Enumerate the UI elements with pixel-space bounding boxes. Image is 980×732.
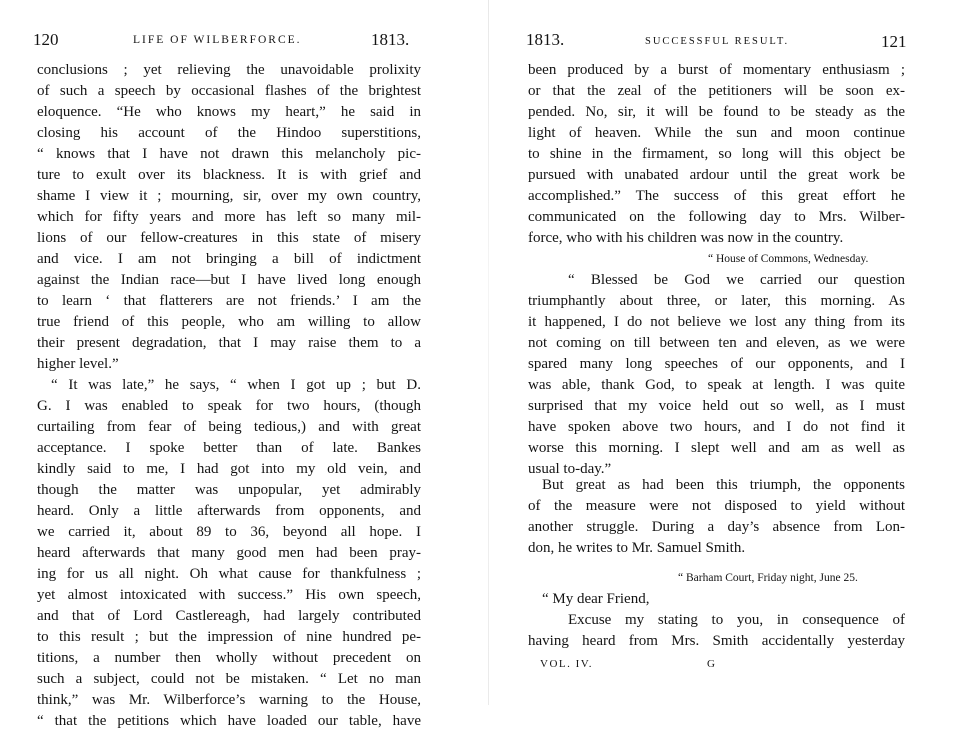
text-line: was able, thank God, to speak at length. I was quite	[528, 377, 905, 393]
left-page-number: 120	[33, 30, 59, 49]
text-line: of the measure were not disposed to yield without	[528, 498, 905, 514]
text-line: Excuse my stating to you, in consequence of	[568, 612, 905, 628]
text-line: heard afterwards that many good men had been pray-	[37, 545, 421, 561]
text-line: light of heaven. While the sun and moon continue	[528, 125, 905, 141]
footer-signature-mark: G	[707, 658, 717, 670]
right-page	[489, 0, 980, 705]
text-line: think,” was Mr. Wilberforce’s warning to the House,	[37, 692, 421, 708]
left-page	[0, 0, 488, 729]
text-line: which for fifty years and more has left so many mil-	[37, 209, 421, 225]
text-line: “ It was late,” he says, “ when I got up ; but D.	[51, 377, 421, 393]
right-letter-2	[528, 589, 905, 652]
text-line: to learn ‘ that flatterers are not friends.’ I am the	[37, 293, 421, 309]
text-line: spared many long speeches of our opponents, and I	[528, 356, 905, 372]
left-running-title: LIFE OF WILBERFORCE.	[133, 34, 302, 46]
left-year: 1813.	[371, 30, 410, 49]
text-line: triumphantly about three, or later, this morning. As	[528, 293, 905, 309]
text-line: yet almost intoxicated with success.” His own speech,	[37, 587, 421, 603]
text-line: such a subject, could not be mistaken. “ Let no man	[37, 671, 421, 687]
text-line: and that of Lord Castlereagh, had largely contributed	[37, 608, 421, 624]
text-line: accomplished.” The success of this great effort he	[528, 188, 905, 204]
text-line: another struggle. During a day’s absence from Lon-	[528, 519, 905, 535]
text-line: though the matter was unpopular, yet admirably	[37, 482, 421, 498]
right-page-number: 121	[881, 32, 907, 51]
left-body-text	[37, 60, 421, 732]
text-line: G. I was enabled to speak for two hours, (though	[37, 398, 421, 414]
text-line: and vice. I am not bringing a bill of indictment	[37, 251, 421, 267]
text-line: acceptance. I spoke better than of late. Bankes	[37, 440, 421, 456]
text-line: communicated on the following day to Mrs. Wilber-	[528, 209, 905, 225]
text-line: closing his account of the Hindoo superstitions,	[37, 125, 421, 141]
dateline-barham-court: “ Barham Court, Friday night, June 25.	[678, 572, 858, 584]
text-line: to shine in the firmament, so long will this object be	[528, 146, 905, 162]
text-line: of such a speech by occasional flashes of the brightest	[37, 83, 421, 99]
text-line: force, who with his children was now in the country.	[528, 230, 844, 246]
text-line: not coming on till between ten and eleven, as we were	[528, 335, 905, 351]
dateline-house-of-commons: “ House of Commons, Wednesday.	[708, 253, 869, 265]
text-line: eloquence. “He who knows my heart,” he said in	[37, 104, 421, 120]
text-line: titions, a number then wholly without precedent on	[37, 650, 421, 666]
text-line: having heard from Mrs. Smith accidentally yesterday	[528, 633, 905, 649]
text-line: have spoken above two hours, and I do not find it	[528, 419, 905, 435]
text-line: their present degradation, that I may raise them to a	[37, 335, 421, 351]
text-line: don, he writes to Mr. Samuel Smith.	[528, 540, 746, 556]
right-running-title: SUCCESSFUL RESULT.	[645, 36, 790, 47]
text-line: against the Indian race—but I have lived long enough	[37, 272, 421, 288]
right-year: 1813.	[526, 30, 565, 49]
text-line: “ Blessed be God we carried our question	[568, 272, 905, 288]
text-line: it happened, I do not believe we lost any thing from its	[528, 314, 905, 330]
text-line: surprised that my voice held out so well, as I must	[528, 398, 905, 414]
text-line: we carried it, about 89 to 36, beyond all hope. I	[37, 524, 421, 540]
text-line: higher level.”	[37, 356, 119, 372]
text-line: or that the zeal of the petitioners will be soon ex-	[528, 83, 905, 99]
text-line: pended. No, sir, it will be found to be steady as the	[528, 104, 905, 120]
text-line: usual to-day.”	[528, 461, 612, 477]
text-line: “ that the petitions which have loaded our table, have	[37, 713, 421, 729]
right-paragraph-2	[528, 475, 905, 559]
salutation: “ My dear Friend,	[542, 591, 650, 607]
text-line: conclusions ; yet relieving the unavoidable prolixity	[37, 62, 421, 78]
text-line: pursued with unabated ardour until the great work be	[528, 167, 905, 183]
text-line: worse this morning. I slept well and am as well as	[528, 440, 905, 456]
text-line: “ knows that I have not drawn this melancholy pic-	[37, 146, 421, 162]
text-line: kindly said to me, I had got into my old vein, and	[37, 461, 421, 477]
text-line: curtailing from fear of being tedious,) and with great	[37, 419, 421, 435]
text-line: been produced by a burst of momentary enthusiasm ;	[528, 62, 905, 78]
footer-volume: VOL. IV.	[540, 658, 594, 670]
right-paragraph-1	[528, 60, 905, 249]
text-line: true friend of this people, who am willing to allow	[37, 314, 421, 330]
text-line: heard. Only a little afterwards from opponents, and	[37, 503, 421, 519]
text-line: ing for us all night. Oh what cause for thankfulness ;	[37, 566, 421, 582]
text-line: ture to exult over its blackness. It is with grief and	[37, 167, 421, 183]
text-line: But great as had been this triumph, the opponents	[542, 477, 905, 493]
text-line: shame I view it ; mourning, sir, over my own country,	[37, 188, 421, 204]
text-line: to this result ; but the impression of nine hundred pe-	[37, 629, 421, 645]
right-letter-1	[528, 270, 905, 480]
text-line: lions of our fellow-creatures in this state of misery	[37, 230, 421, 246]
